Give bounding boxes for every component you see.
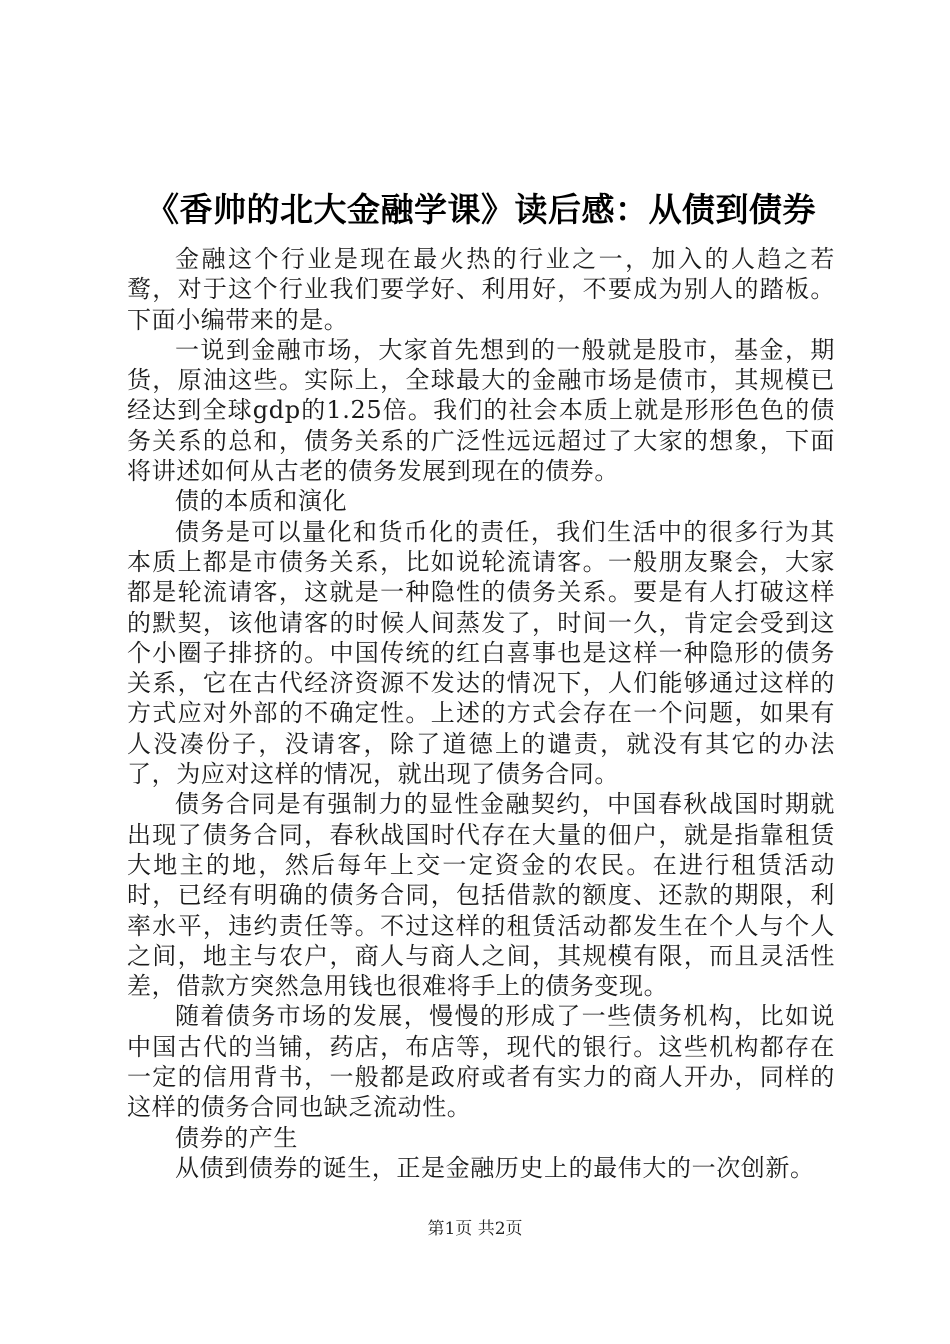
paragraph-bond-innovation: 从债到债券的诞生，正是金融历史上的最伟大的一次创新。	[175, 1153, 815, 1182]
paragraph-debt-contract: 债务合同是有强制力的显性金融契约，中国春秋战国时期就出现了债务合同，春秋战国时代存在大量的佃户，就是指靠租赁大地主的地，然后每年上交一定资金的农民。在进行租赁活动时，已经有明确的债务合同，包括借款的额度、还款的期限，利率水平，违约责任等。不过这样的租赁活动都发生在个人与个人之间，地主与农户，商人与商人之间，其规模有限，而且灵活性差，借款方突然急用钱也很难将手上的债务变现。	[127, 790, 835, 1001]
paragraph-debt-institutions: 随着债务市场的发展，慢慢的形成了一些债务机构，比如说中国古代的当铺，药店，布店等，现代的银行。这些机构都存在一定的信用背书，一般都是政府或者有实力的商人开办，同样的这样的债务合同也缺乏流动性。	[127, 1002, 835, 1122]
section-heading-bond-origin: 债券的产生	[175, 1123, 298, 1152]
paragraph-debt-definition: 债务是可以量化和货币化的责任，我们生活中的很多行为其本质上都是市债务关系，比如说轮流请客。一般朋友聚会，大家都是轮流请客，这就是一种隐性的债务关系。要是有人打破这样的默契，该他请客的时候人间蒸发了，时间一久，肯定会受到这个小圈子排挤的。中国传统的红白喜事也是这样一种隐形的债务关系，它在古代经济资源不发达的情况下，人们能够通过这样的方式应对外部的不确定性。上述的方式会存在一个问题，如果有人没凑份子，没请客，除了道德上的谴责，就没有其它的办法了，为应对这样的情况，就出现了债务合同。	[127, 517, 835, 789]
document-title: 《香帅的北大金融学课》读后感：从债到债券	[146, 190, 816, 229]
section-heading-debt-nature: 债的本质和演化	[175, 487, 348, 516]
page-footer: 第1页 共2页	[427, 1219, 523, 1239]
paragraph-bond-market: 一说到金融市场，大家首先想到的一般就是股市，基金，期货，原油这些。实际上，全球最大的金融市场是债市，其规模已经达到全球gdp的1.25倍。我们的社会本质上就是形形色色的债务关系的总和，债务关系的广泛性远远超过了大家的想象，下面将讲述如何从古老的债务发展到现在的债券。	[127, 335, 835, 486]
document-body	[127, 244, 835, 1183]
paragraph-intro: 金融这个行业是现在最火热的行业之一，加入的人趋之若鹜，对于这个行业我们要学好、利用好，不要成为别人的踏板。下面小编带来的是。	[127, 245, 835, 334]
